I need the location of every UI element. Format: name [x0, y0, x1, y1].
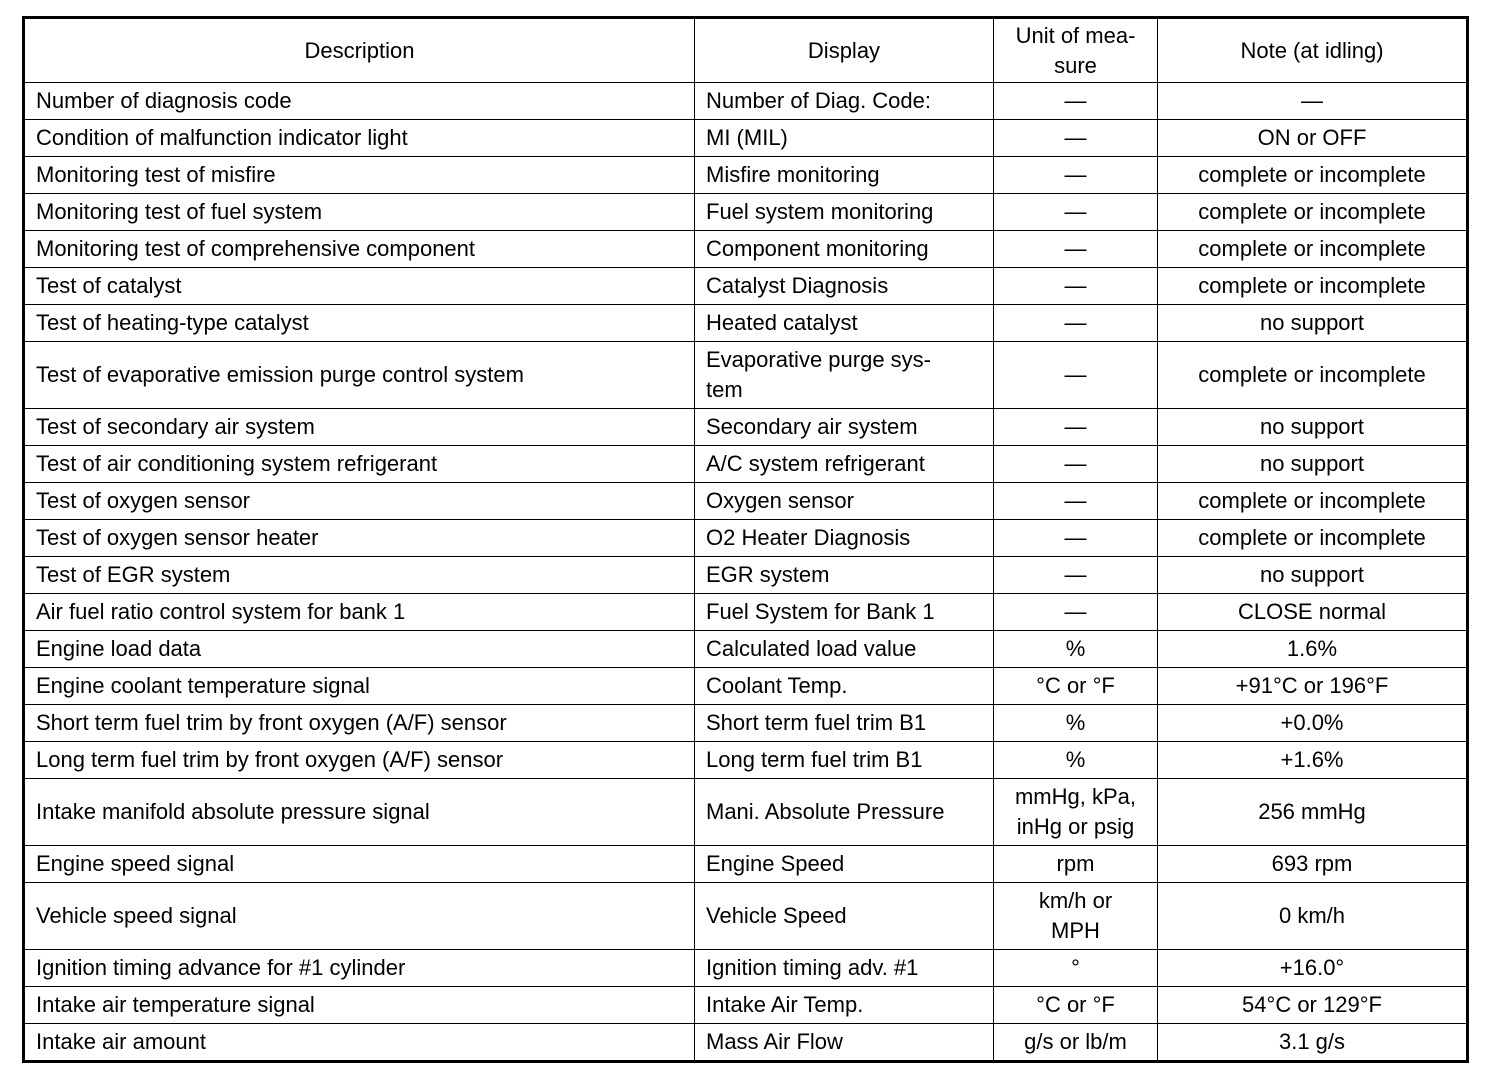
- description-cell: Long term fuel trim by front oxygen (A/F) sensor: [24, 742, 695, 779]
- unit-line1: km/h or: [1038, 887, 1113, 913]
- note-cell: 0 km/h: [1158, 883, 1468, 950]
- table-row: [24, 342, 1468, 409]
- note-cell: 54°C or 129°F: [1158, 987, 1468, 1024]
- table-row: [24, 305, 1468, 342]
- description-cell: Monitoring test of misfire: [24, 157, 695, 194]
- table-row: [24, 194, 1468, 231]
- description-cell: Vehicle speed signal: [24, 883, 695, 950]
- display-cell: Engine Speed: [695, 846, 994, 883]
- table-row: [24, 883, 1468, 950]
- note-cell: complete or incomplete: [1158, 157, 1468, 194]
- table-row: [24, 268, 1468, 305]
- description-cell: Monitoring test of fuel system: [24, 194, 695, 231]
- note-cell: no support: [1158, 557, 1468, 594]
- description-cell: Intake air amount: [24, 1024, 695, 1062]
- unit-cell: —: [994, 194, 1158, 231]
- header-note: Note (at idling): [1158, 18, 1468, 83]
- note-cell: +91°C or 196°F: [1158, 668, 1468, 705]
- display-cell: Heated catalyst: [695, 305, 994, 342]
- description-cell: Engine load data: [24, 631, 695, 668]
- unit-cell: —: [994, 231, 1158, 268]
- table-row: [24, 950, 1468, 987]
- display-cell: Vehicle Speed: [695, 883, 994, 950]
- description-cell: Condition of malfunction indicator light: [24, 120, 695, 157]
- unit-line2: inHg or psig: [1016, 813, 1135, 839]
- unit-cell: %: [994, 705, 1158, 742]
- table-row: [24, 987, 1468, 1024]
- note-cell: +16.0°: [1158, 950, 1468, 987]
- display-cell: Component monitoring: [695, 231, 994, 268]
- table-row: [24, 409, 1468, 446]
- description-cell: Test of oxygen sensor heater: [24, 520, 695, 557]
- table-row: [24, 483, 1468, 520]
- description-cell: Test of EGR system: [24, 557, 695, 594]
- unit-line1: mmHg, kPa,: [1014, 783, 1137, 809]
- display-cell: A/C system refrigerant: [695, 446, 994, 483]
- description-cell: Test of air conditioning system refrigerant: [24, 446, 695, 483]
- description-cell: Intake manifold absolute pressure signal: [24, 779, 695, 846]
- display-cell: Oxygen sensor: [695, 483, 994, 520]
- unit-cell: —: [994, 268, 1158, 305]
- display-cell: Calculated load value: [695, 631, 994, 668]
- display-cell: Mass Air Flow: [695, 1024, 994, 1062]
- table-row: [24, 231, 1468, 268]
- unit-cell: —: [994, 342, 1158, 409]
- unit-cell: —: [994, 557, 1158, 594]
- table-row: [24, 705, 1468, 742]
- display-cell: Intake Air Temp.: [695, 987, 994, 1024]
- description-cell: Air fuel ratio control system for bank 1: [24, 594, 695, 631]
- note-cell: 1.6%: [1158, 631, 1468, 668]
- unit-cell: —: [994, 409, 1158, 446]
- description-cell: Monitoring test of comprehensive component: [24, 231, 695, 268]
- unit-cell: °C or °F: [994, 668, 1158, 705]
- note-cell: complete or incomplete: [1158, 342, 1468, 409]
- table-row: [24, 557, 1468, 594]
- display-cell: Number of Diag. Code:: [695, 83, 994, 120]
- display-cell: Fuel system monitoring: [695, 194, 994, 231]
- table-header-row: [24, 18, 1468, 83]
- description-cell: Test of secondary air system: [24, 409, 695, 446]
- description-cell: Test of oxygen sensor: [24, 483, 695, 520]
- display-cell: Short term fuel trim B1: [695, 705, 994, 742]
- unit-cell: %: [994, 631, 1158, 668]
- unit-cell: —: [994, 83, 1158, 120]
- unit-cell: —: [994, 483, 1158, 520]
- display-cell: Secondary air system: [695, 409, 994, 446]
- header-unit-line1: Unit of mea-: [1015, 22, 1136, 48]
- table-row: [24, 120, 1468, 157]
- display-cell: Long term fuel trim B1: [695, 742, 994, 779]
- display-cell: Fuel System for Bank 1: [695, 594, 994, 631]
- display-cell: [695, 342, 994, 409]
- description-cell: Engine speed signal: [24, 846, 695, 883]
- note-cell: +1.6%: [1158, 742, 1468, 779]
- note-cell: 256 mmHg: [1158, 779, 1468, 846]
- table-row: [24, 594, 1468, 631]
- display-cell: Catalyst Diagnosis: [695, 268, 994, 305]
- table-row: [24, 520, 1468, 557]
- note-cell: +0.0%: [1158, 705, 1468, 742]
- display-cell: Coolant Temp.: [695, 668, 994, 705]
- unit-cell: —: [994, 120, 1158, 157]
- unit-cell: [994, 779, 1158, 846]
- description-cell: Number of diagnosis code: [24, 83, 695, 120]
- unit-cell: [994, 883, 1158, 950]
- description-cell: Engine coolant temperature signal: [24, 668, 695, 705]
- note-cell: no support: [1158, 446, 1468, 483]
- display-cell: Misfire monitoring: [695, 157, 994, 194]
- note-cell: complete or incomplete: [1158, 194, 1468, 231]
- description-cell: Short term fuel trim by front oxygen (A/F) sensor: [24, 705, 695, 742]
- note-cell: ON or OFF: [1158, 120, 1468, 157]
- display-cell: Ignition timing adv. #1: [695, 950, 994, 987]
- header-description: Description: [24, 18, 695, 83]
- unit-cell: g/s or lb/m: [994, 1024, 1158, 1062]
- header-unit: [994, 18, 1158, 83]
- header-unit-line2: sure: [1054, 52, 1097, 78]
- table-row: [24, 779, 1468, 846]
- unit-cell: rpm: [994, 846, 1158, 883]
- description-cell: Test of catalyst: [24, 268, 695, 305]
- table-row: [24, 1024, 1468, 1062]
- diagnosis-data-table: [22, 16, 1469, 1063]
- note-cell: 3.1 g/s: [1158, 1024, 1468, 1062]
- description-cell: Test of heating-type catalyst: [24, 305, 695, 342]
- table-row: [24, 157, 1468, 194]
- unit-cell: —: [994, 157, 1158, 194]
- description-cell: Intake air temperature signal: [24, 987, 695, 1024]
- display-line1: Evaporative purge sys-: [706, 346, 931, 372]
- unit-cell: °: [994, 950, 1158, 987]
- unit-cell: —: [994, 305, 1158, 342]
- unit-cell: %: [994, 742, 1158, 779]
- display-cell: O2 Heater Diagnosis: [695, 520, 994, 557]
- table-row: [24, 846, 1468, 883]
- note-cell: complete or incomplete: [1158, 268, 1468, 305]
- table-row: [24, 83, 1468, 120]
- table-row: [24, 668, 1468, 705]
- note-cell: complete or incomplete: [1158, 231, 1468, 268]
- table-row: [24, 446, 1468, 483]
- unit-cell: °C or °F: [994, 987, 1158, 1024]
- description-cell: Ignition timing advance for #1 cylinder: [24, 950, 695, 987]
- note-cell: no support: [1158, 305, 1468, 342]
- description-cell: Test of evaporative emission purge control system: [24, 342, 695, 409]
- unit-cell: —: [994, 594, 1158, 631]
- display-line2: tem: [706, 376, 743, 402]
- unit-line2: MPH: [1051, 917, 1100, 943]
- note-cell: no support: [1158, 409, 1468, 446]
- unit-cell: —: [994, 446, 1158, 483]
- note-cell: 693 rpm: [1158, 846, 1468, 883]
- display-cell: MI (MIL): [695, 120, 994, 157]
- note-cell: —: [1158, 83, 1468, 120]
- display-cell: Mani. Absolute Pressure: [695, 779, 994, 846]
- unit-cell: —: [994, 520, 1158, 557]
- table-row: [24, 631, 1468, 668]
- note-cell: complete or incomplete: [1158, 483, 1468, 520]
- note-cell: CLOSE normal: [1158, 594, 1468, 631]
- display-cell: EGR system: [695, 557, 994, 594]
- header-display: Display: [695, 18, 994, 83]
- table-row: [24, 742, 1468, 779]
- note-cell: complete or incomplete: [1158, 520, 1468, 557]
